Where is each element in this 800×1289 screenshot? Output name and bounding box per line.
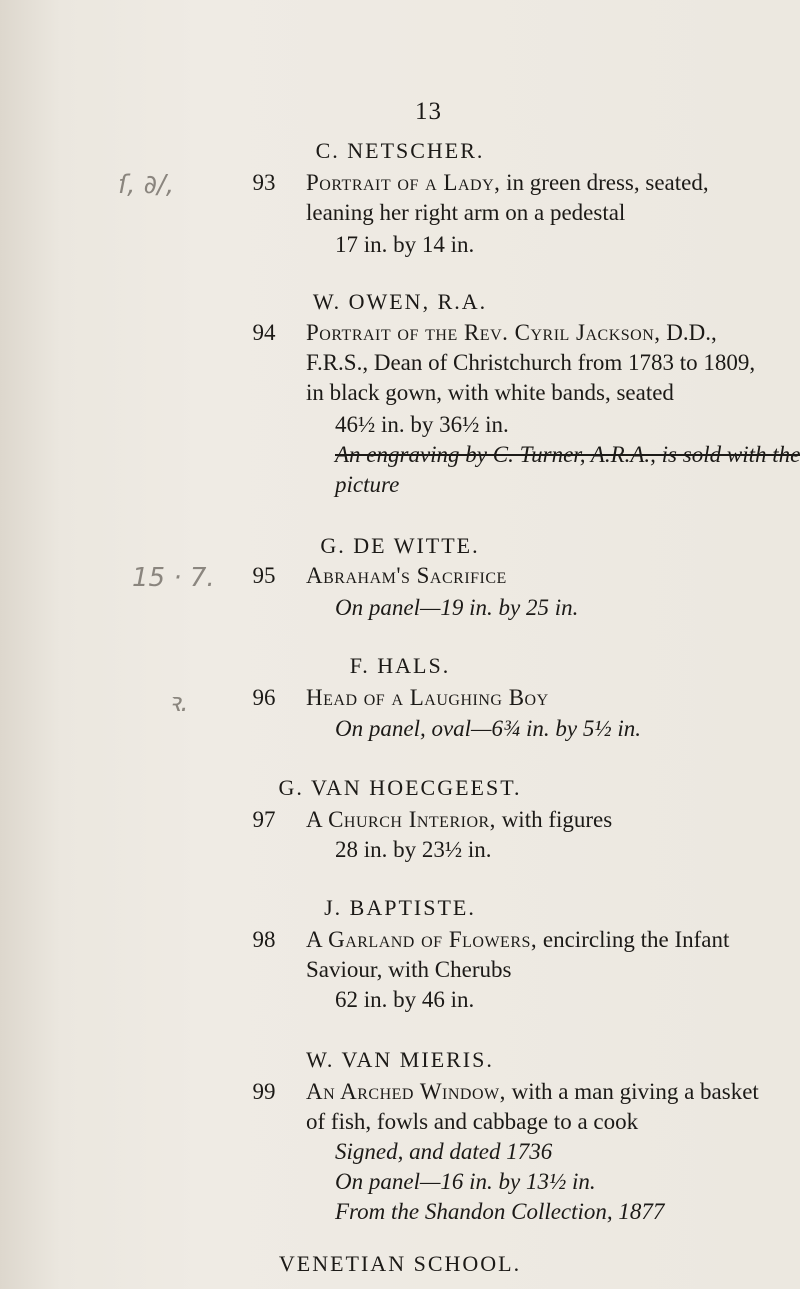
lot-title xyxy=(306,683,776,713)
artist-name: W. VAN MIERIS. xyxy=(306,1047,494,1072)
lot-title xyxy=(306,805,776,835)
lot-number: 96 xyxy=(252,685,276,710)
lot-number: 94 xyxy=(252,320,276,345)
artist-name: G. DE WITTE. xyxy=(320,533,480,558)
lot-title xyxy=(306,318,776,408)
lot-title-main: A Church Interior, xyxy=(306,807,496,832)
artist-name: J. BAPTISTE. xyxy=(324,895,476,920)
artist-name: VENETIAN SCHOOL. xyxy=(278,1251,522,1276)
lot-title xyxy=(306,561,776,591)
lot-title-rest: D.D., F.R.S., Dean of Christchurch from 1783 to 1809, in black gown, with white bands, seated xyxy=(306,320,756,405)
lot-number: 95 xyxy=(252,563,276,588)
lot-title xyxy=(306,1077,776,1137)
lot-number: 99 xyxy=(252,1079,276,1104)
lot-signature: Signed, and dated 1736 xyxy=(335,1139,553,1164)
lot-dimensions: 17 in. by 14 in. xyxy=(335,232,475,257)
lot-title-main: Head of a Laughing Boy xyxy=(306,685,549,710)
lot-title-main: A Garland of Flowers, xyxy=(306,927,538,952)
lot-provenance: From the Shandon Collection, 1877 xyxy=(335,1199,665,1224)
lot-dimensions: On panel—19 in. by 25 in. xyxy=(335,595,579,620)
lot-title-rest: with a man giving a basket of fish, fowls and cabbage to a cook xyxy=(306,1079,759,1134)
lot-title-main: Portrait of the Rev. Cyril Jackson, xyxy=(306,320,661,345)
handwritten-mark: ꝛ. xyxy=(168,688,189,718)
lot-title-rest: with figures xyxy=(495,807,613,832)
lot-dimensions: 46½ in. by 36½ in. xyxy=(335,412,509,437)
lot-title xyxy=(306,168,776,228)
lot-number: 97 xyxy=(252,807,276,832)
lot-title-main: Abraham's Sacrifice xyxy=(306,563,507,588)
lot-dimensions: On panel, oval—6¾ in. by 5½ in. xyxy=(335,716,641,741)
page-number: 13 xyxy=(415,98,442,125)
lot-dimensions: 28 in. by 23½ in. xyxy=(335,837,492,862)
artist-name: F. HALS. xyxy=(349,653,451,678)
artist-name: W. OWEN, R.A. xyxy=(312,289,488,314)
artist-name: G. VAN HOECGEEST. xyxy=(278,775,522,800)
lot-number: 98 xyxy=(252,927,276,952)
lot-title-rest: in green dress, seated, leaning her right arm on a pedestal xyxy=(306,170,709,225)
lot-number: 93 xyxy=(252,170,276,195)
lot-dimensions: 62 in. by 46 in. xyxy=(335,987,475,1012)
handwritten-mark: 15 · 7. xyxy=(132,563,215,593)
lot-dimensions: On panel—16 in. by 13½ in. xyxy=(335,1169,596,1194)
artist-name: C. NETSCHER. xyxy=(315,138,485,163)
lot-note: An engraving by C. Turner, A.R.A., is sold with the xyxy=(335,442,800,467)
handwritten-mark: ſ, ∂/, xyxy=(118,170,175,200)
lot-title-main: Portrait of a Lady, xyxy=(306,170,501,195)
lot-title xyxy=(306,925,776,985)
lot-note: picture xyxy=(335,472,400,497)
lot-title-rest: encircling the Infant Saviour, with Cherubs xyxy=(306,927,730,982)
lot-title-main: An Arched Window, xyxy=(306,1079,506,1104)
